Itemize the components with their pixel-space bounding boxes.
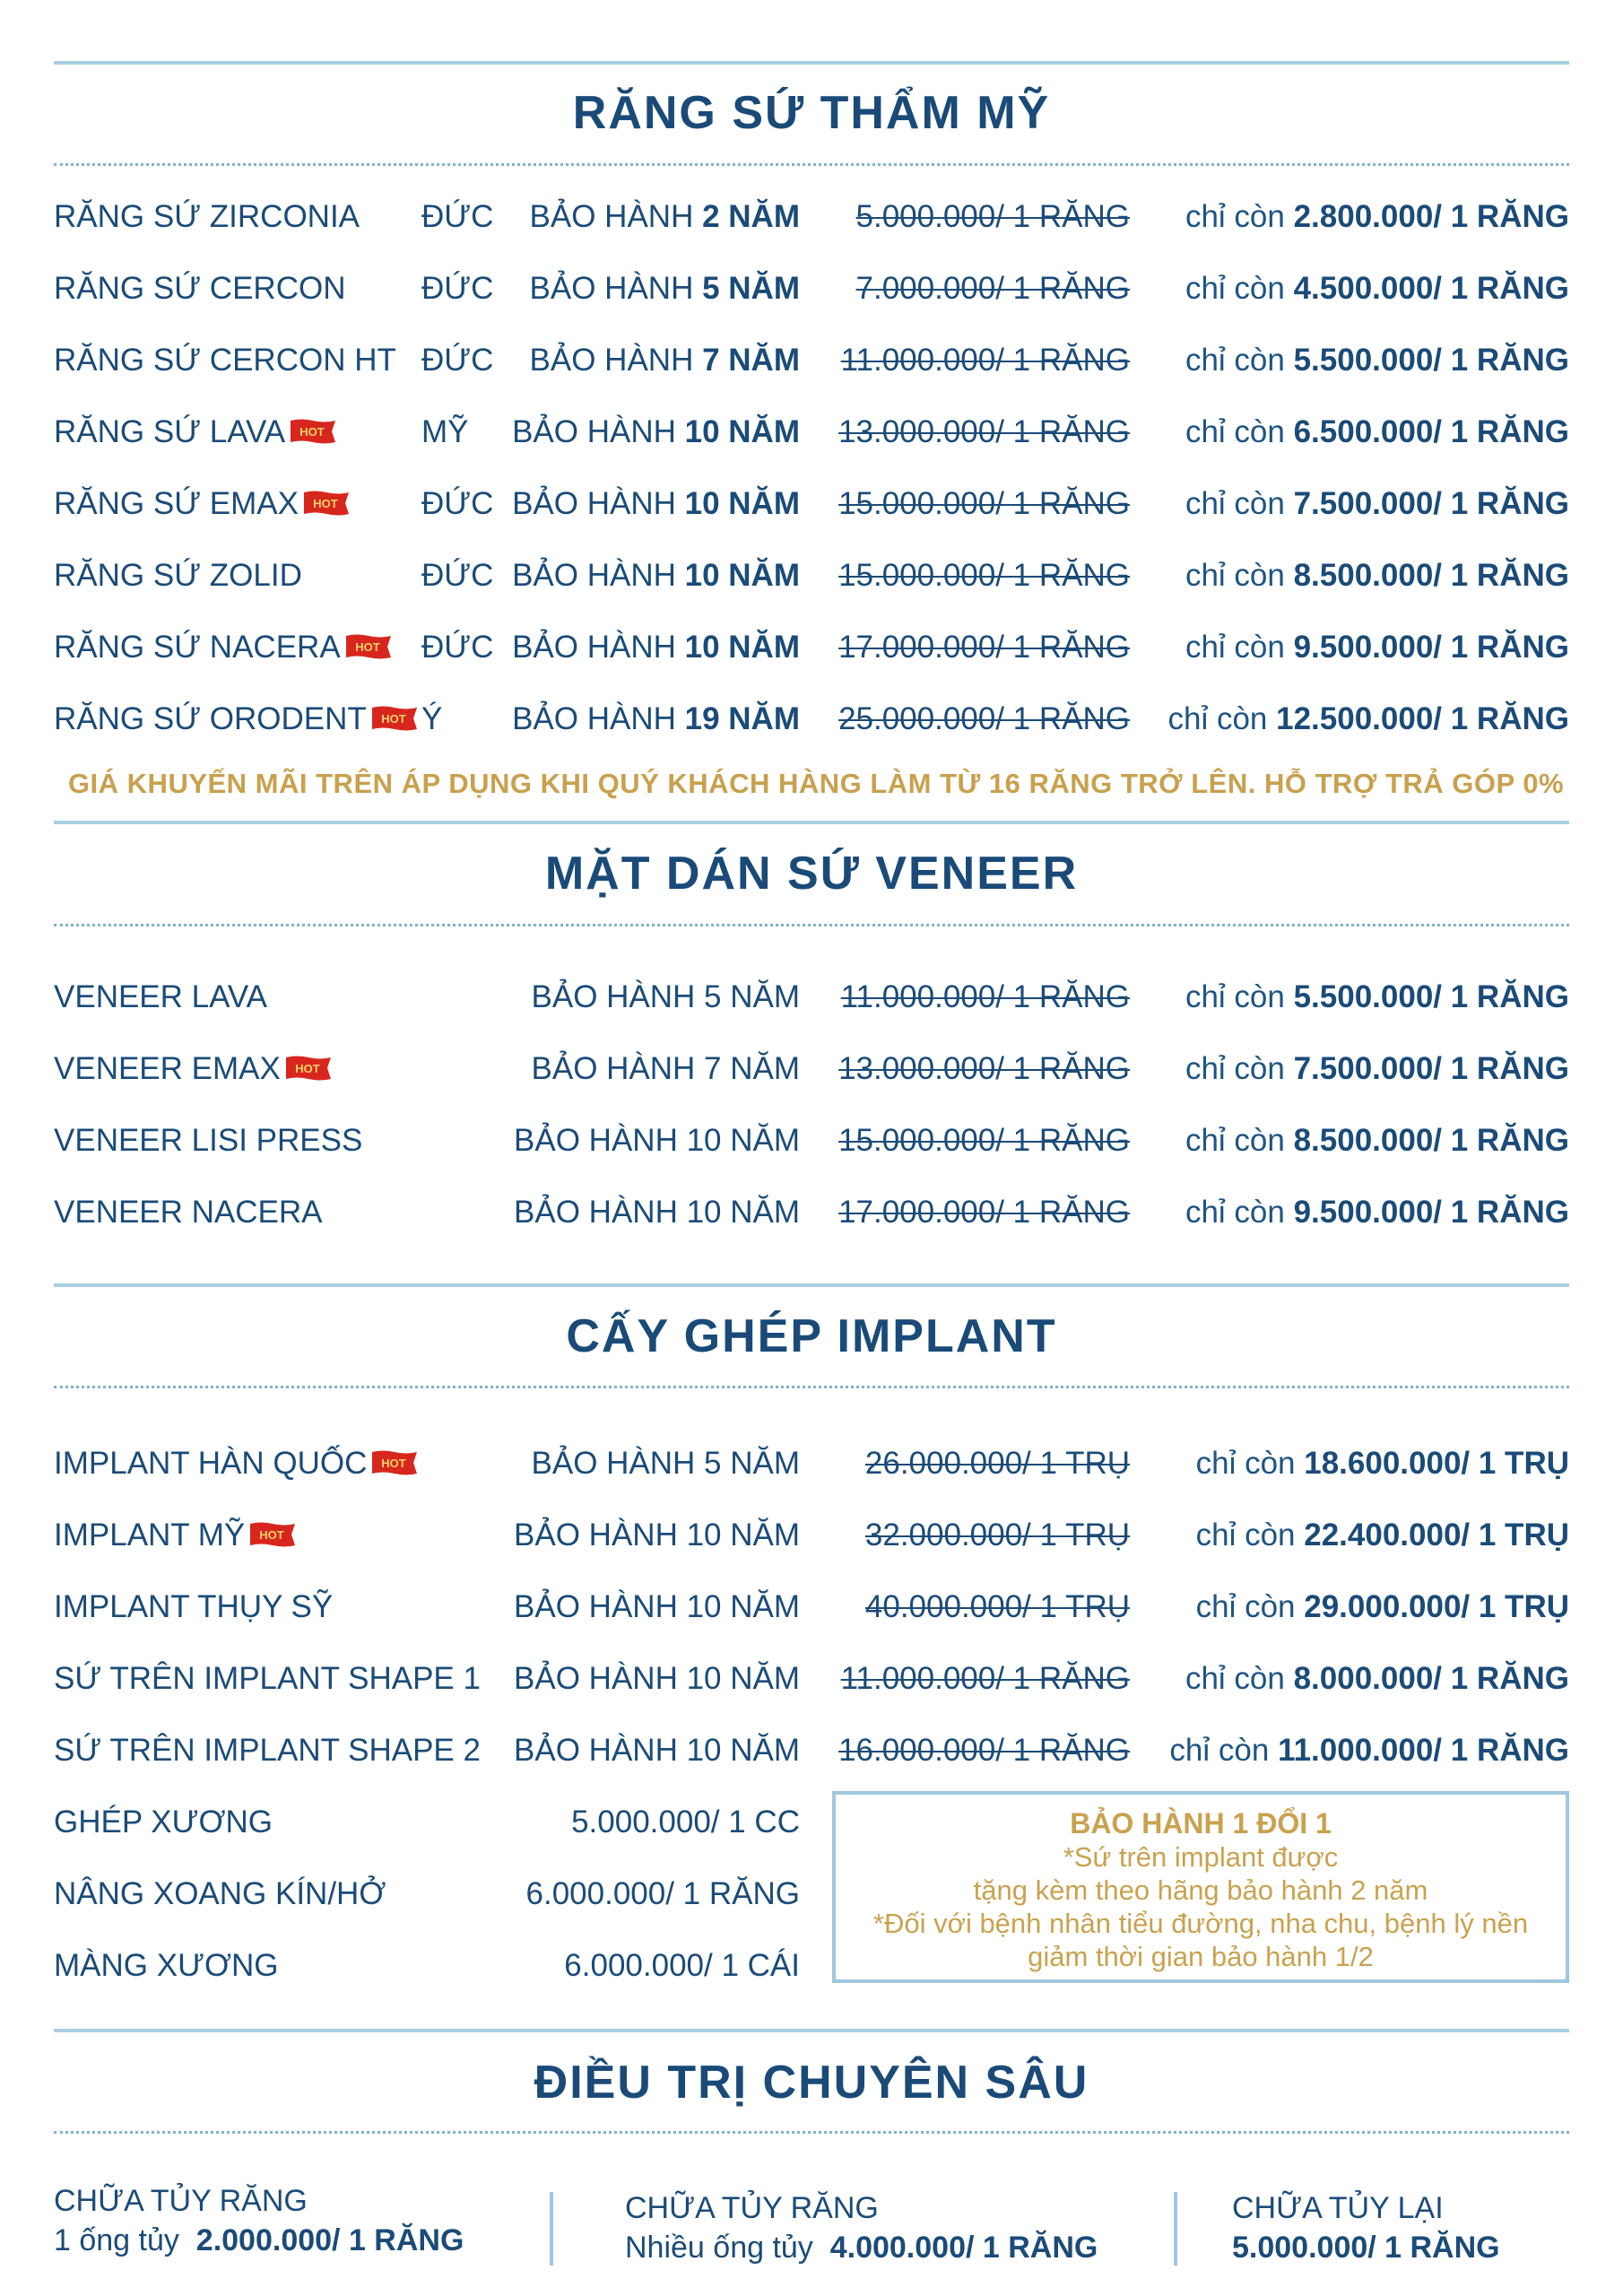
hot-badge-label: HOT [313,496,338,510]
old-price: 5.000.000/ 1 RĂNG [855,199,1130,234]
price-row [0,551,1623,604]
now-label: chỉ còn [1185,979,1285,1014]
item-name [54,701,419,737]
section-divider [54,924,1569,926]
new-price-group [1167,701,1569,737]
item-name-text: SỨ TRÊN IMPLANT SHAPE 2 [54,1733,481,1768]
now-label: chỉ còn [1185,199,1285,234]
hot-badge-label: HOT [295,1061,320,1075]
now-label: chỉ còn [1195,1518,1296,1552]
new-price-group [1196,1518,1569,1553]
item-name [54,199,360,235]
new-price-group [1196,1589,1569,1625]
treatment-price-line [54,2221,464,2260]
item-name [54,271,345,307]
now-label: chỉ còn [1185,1195,1285,1230]
now-label: chỉ còn [1185,558,1285,593]
new-price: 9.500.000/ 1 RĂNG [1293,1195,1569,1230]
old-price: 40.000.000/ 1 TRỤ [864,1589,1130,1624]
new-price-group [1185,1051,1569,1087]
now-label: chỉ còn [1185,1051,1285,1086]
warranty-years: 7 NĂM [702,343,800,378]
warranty-years: 5 NĂM [702,271,800,306]
item-warranty: BẢO HÀNH 10 NĂM [514,1123,800,1158]
price-row [0,479,1623,533]
item-origin: MỸ [421,414,469,449]
now-label: chỉ còn [1185,630,1285,665]
new-price: 7.500.000/ 1 RĂNG [1293,486,1569,521]
treatment-title: CHỮA TỦY RĂNG [625,2191,879,2225]
price-row [0,192,1623,246]
item-name-text: RĂNG SỨ ORODENT [54,701,367,736]
warranty-prefix: BẢO HÀNH [512,701,676,736]
hot-badge-label: HOT [381,711,406,726]
old-price: 11.000.000/ 1 RĂNG [840,979,1130,1014]
warranty-note-box [832,1791,1569,1983]
treatment-price: 4.000.000/ 1 RĂNG [829,2231,1098,2265]
extra-price: 6.000.000/ 1 CÁI [564,1948,800,1983]
old-price: 16.000.000/ 1 RĂNG [838,1733,1130,1768]
item-warranty: BẢO HÀNH 10 NĂM [514,1589,800,1624]
item-name [54,1733,481,1769]
old-price: 13.000.000/ 1 RĂNG [838,414,1130,449]
treatment-item [1232,2188,1500,2267]
warranty-prefix: BẢO HÀNH [529,343,694,378]
item-name [54,1661,481,1697]
hot-flag-icon [370,1449,419,1476]
item-name [54,1518,297,1553]
new-price: 5.500.000/ 1 RĂNG [1293,343,1569,378]
item-origin: Ý [421,701,443,736]
new-price-group [1185,343,1569,378]
treatment-item [625,2188,1098,2267]
old-price: 11.000.000/ 1 RĂNG [840,1661,1130,1696]
new-price: 9.500.000/ 1 RĂNG [1293,630,1569,665]
item-warranty [530,271,800,307]
new-price: 12.500.000/ 1 RĂNG [1276,701,1569,736]
item-warranty: BẢO HÀNH 5 NĂM [531,1446,800,1481]
new-price-group [1185,1123,1569,1159]
warranty-note-line: *Đối với bệnh nhân tiểu đường, nha chu, bệnh lý nền [872,1908,1529,1939]
price-row [0,335,1623,389]
item-warranty: BẢO HÀNH 10 NĂM [514,1661,800,1696]
new-price: 22.400.000/ 1 TRỤ [1304,1518,1569,1552]
now-label: chỉ còn [1195,1589,1296,1624]
now-label: chỉ còn [1185,271,1285,306]
item-name-text: IMPLANT THỤY SỸ [54,1589,334,1624]
item-name [54,1195,323,1231]
section-title-dieu-tri: ĐIỀU TRỊ CHUYÊN SÂU [534,2057,1089,2109]
item-origin: ĐỨC [421,199,494,234]
item-warranty: BẢO HÀNH 10 NĂM [514,1518,800,1552]
warranty-years: 10 NĂM [684,486,800,521]
item-name-text: RĂNG SỨ CERCON HT [54,343,396,378]
item-name [54,1123,362,1159]
extra-price: 6.000.000/ 1 RĂNG [525,1876,800,1911]
extra-name: NÂNG XOANG KÍN/HỞ [54,1876,386,1911]
old-price: 25.000.000/ 1 RĂNG [838,701,1130,736]
price-row [0,1510,1623,1564]
old-price: 17.000.000/ 1 RĂNG [838,630,1130,665]
price-row [0,1187,1623,1241]
extra-price: 5.000.000/ 1 CC [571,1805,800,1839]
item-name-text: IMPLANT MỸ [54,1518,246,1552]
new-price: 6.500.000/ 1 RĂNG [1293,414,1569,449]
old-price: 32.000.000/ 1 TRỤ [864,1518,1130,1552]
treatment-sub: Nhiều ống tủy [625,2231,813,2265]
section-divider [54,163,1569,166]
warranty-prefix: BẢO HÀNH [529,199,694,234]
treatment-title: CHỮA TỦY RĂNG [54,2184,308,2218]
now-label: chỉ còn [1185,486,1285,521]
warranty-years: 2 NĂM [702,199,800,234]
treatment-sub: 1 ống tủy [54,2223,179,2257]
warranty-years: 19 NĂM [684,701,800,736]
item-name-text: RĂNG SỨ CERCON [54,271,346,306]
hot-badge-label: HOT [354,639,380,654]
new-price-group [1185,1195,1569,1231]
column-separator [550,2192,553,2266]
extra-name: GHÉP XƯƠNG [54,1805,273,1839]
item-name-text: VENEER EMAX [54,1051,281,1086]
new-price: 8.000.000/ 1 RĂNG [1293,1661,1569,1696]
item-warranty [512,414,800,450]
warranty-prefix: BẢO HÀNH [512,630,676,665]
now-label: chỉ còn [1185,414,1285,449]
old-price: 17.000.000/ 1 RĂNG [838,1195,1130,1230]
new-price-group [1185,414,1569,450]
item-name [54,343,396,378]
price-row [0,1582,1623,1636]
old-price: 15.000.000/ 1 RĂNG [838,1123,1130,1158]
price-row [0,622,1623,676]
hot-flag-icon [284,1055,333,1082]
item-name-text: VENEER LISI PRESS [54,1123,363,1158]
hot-badge-label: HOT [299,424,325,439]
warranty-prefix: BẢO HÀNH [512,558,676,593]
item-name [54,414,337,450]
item-name [54,1589,333,1625]
warranty-note-line: tặng kèm theo hãng bảo hành 2 năm [973,1874,1428,1906]
hot-flag-icon [248,1521,297,1548]
new-price: 18.600.000/ 1 TRỤ [1304,1446,1569,1481]
item-name-text: SỨ TRÊN IMPLANT SHAPE 1 [54,1661,481,1696]
treatment-price-line [625,2228,1098,2267]
column-separator [1174,2192,1177,2266]
old-price: 7.000.000/ 1 RĂNG [855,271,1130,306]
item-origin: ĐỨC [421,558,494,593]
item-origin: ĐỨC [421,271,494,306]
section-rule [54,1283,1569,1287]
new-price-group [1185,271,1569,307]
new-price-group [1185,630,1569,665]
item-warranty: BẢO HÀNH 7 NĂM [531,1051,800,1086]
item-warranty: BẢO HÀNH 5 NĂM [531,979,800,1014]
extra-name: MÀNG XƯƠNG [54,1948,279,1983]
price-row [0,264,1623,317]
item-name-text: RĂNG SỨ ZOLID [54,558,302,593]
item-warranty [530,343,800,378]
now-label: chỉ còn [1185,343,1285,378]
now-label: chỉ còn [1195,1446,1296,1481]
treatment-title: CHỮA TỦY LẠI [1232,2191,1444,2225]
promo-note: GIÁ KHUYẾN MÃI TRÊN ÁP DỤNG KHI QUÝ KHÁCH HÀNG LÀM TỪ 16 RĂNG TRỞ LÊN. HỖ TRỢ TRẢ GÓP 0% [67,768,1565,799]
item-origin: ĐỨC [421,486,494,521]
hot-badge-label: HOT [381,1456,407,1470]
item-name-text: RĂNG SỨ NACERA [54,630,341,665]
treatment-price: 5.000.000/ 1 RĂNG [1232,2231,1500,2265]
warranty-note-line: giảm thời gian bảo hành 1/2 [1028,1941,1374,1972]
warranty-years: 10 NĂM [684,630,800,665]
new-price: 29.000.000/ 1 TRỤ [1304,1589,1569,1624]
item-warranty [512,486,800,522]
warranty-prefix: BẢO HÀNH [512,414,676,449]
price-row [0,1116,1623,1170]
new-price: 11.000.000/ 1 RĂNG [1278,1733,1569,1768]
item-name-text: VENEER LAVA [54,979,267,1014]
section-rule [54,2029,1569,2032]
price-row [0,972,1623,1026]
section-divider [54,1386,1569,1388]
item-warranty: BẢO HÀNH 10 NĂM [514,1733,800,1768]
top-rule [54,61,1569,65]
now-label: chỉ còn [1169,1733,1270,1768]
now-label: chỉ còn [1185,1123,1285,1158]
warranty-prefix: BẢO HÀNH [512,486,676,521]
new-price-group [1185,558,1569,594]
price-row [0,1654,1623,1708]
treatment-price: 2.000.000/ 1 RĂNG [195,2223,464,2257]
new-price-group [1185,199,1569,235]
new-price-group [1196,1446,1569,1482]
old-price: 13.000.000/ 1 RĂNG [838,1051,1130,1086]
new-price: 8.500.000/ 1 RĂNG [1293,1123,1569,1158]
price-row [0,1439,1623,1492]
treatment-item [54,2181,464,2260]
item-warranty [512,558,800,594]
item-name-text: RĂNG SỨ EMAX [54,486,299,521]
item-warranty [530,199,800,235]
new-price: 2.800.000/ 1 RĂNG [1293,199,1569,234]
warranty-prefix: BẢO HÀNH [529,271,694,306]
new-price-group [1169,1733,1569,1769]
new-price: 5.500.000/ 1 RĂNG [1293,979,1569,1014]
warranty-note-line: *Sứ trên implant được [1063,1841,1339,1873]
hot-flag-icon [302,490,351,517]
item-name [54,1446,419,1482]
warranty-years: 10 NĂM [684,414,800,449]
treatment-price-line [1232,2228,1500,2267]
hot-flag-icon [370,705,419,732]
item-name-text: IMPLANT HÀN QUỐC [54,1446,368,1481]
item-name [54,630,393,665]
new-price-group [1185,486,1569,522]
price-row [0,407,1623,461]
item-warranty [512,701,800,737]
now-label: chỉ còn [1185,1661,1285,1696]
item-name-text: VENEER NACERA [54,1195,323,1230]
item-origin: ĐỨC [421,630,494,665]
warranty-years: 10 NĂM [684,558,800,593]
hot-badge-label: HOT [259,1527,285,1542]
section-divider [54,2131,1569,2134]
section-rule [54,821,1569,824]
item-warranty: BẢO HÀNH 10 NĂM [514,1195,800,1230]
item-warranty [512,630,800,665]
section-title-implant: CẤY GHÉP IMPLANT [566,1310,1057,1362]
old-price: 15.000.000/ 1 RĂNG [838,486,1130,521]
warranty-note-heading: BẢO HÀNH 1 ĐỔI 1 [1070,1807,1332,1839]
price-row [0,1726,1623,1779]
section-title-rang-su: RĂNG SỨ THẨM MỸ [572,87,1051,139]
new-price-group [1185,1661,1569,1697]
hot-flag-icon [289,418,337,445]
old-price: 26.000.000/ 1 TRỤ [864,1446,1130,1481]
now-label: chỉ còn [1167,701,1268,736]
price-row [0,1044,1623,1098]
item-name-text: RĂNG SỨ LAVA [54,414,286,449]
item-name [54,1051,333,1087]
item-origin: ĐỨC [421,343,494,378]
new-price: 7.500.000/ 1 RĂNG [1293,1051,1569,1086]
item-name-text: RĂNG SỨ ZIRCONIA [54,199,360,234]
section-title-veneer: MẶT DÁN SỨ VENEER [544,848,1079,900]
old-price: 11.000.000/ 1 RĂNG [840,343,1130,378]
item-name [54,979,267,1015]
hot-flag-icon [344,633,393,660]
item-name [54,486,351,522]
old-price: 15.000.000/ 1 RĂNG [838,558,1130,593]
new-price-group [1185,979,1569,1015]
new-price: 8.500.000/ 1 RĂNG [1293,558,1569,593]
item-name [54,558,302,594]
new-price: 4.500.000/ 1 RĂNG [1293,271,1569,306]
price-row [0,694,1623,748]
